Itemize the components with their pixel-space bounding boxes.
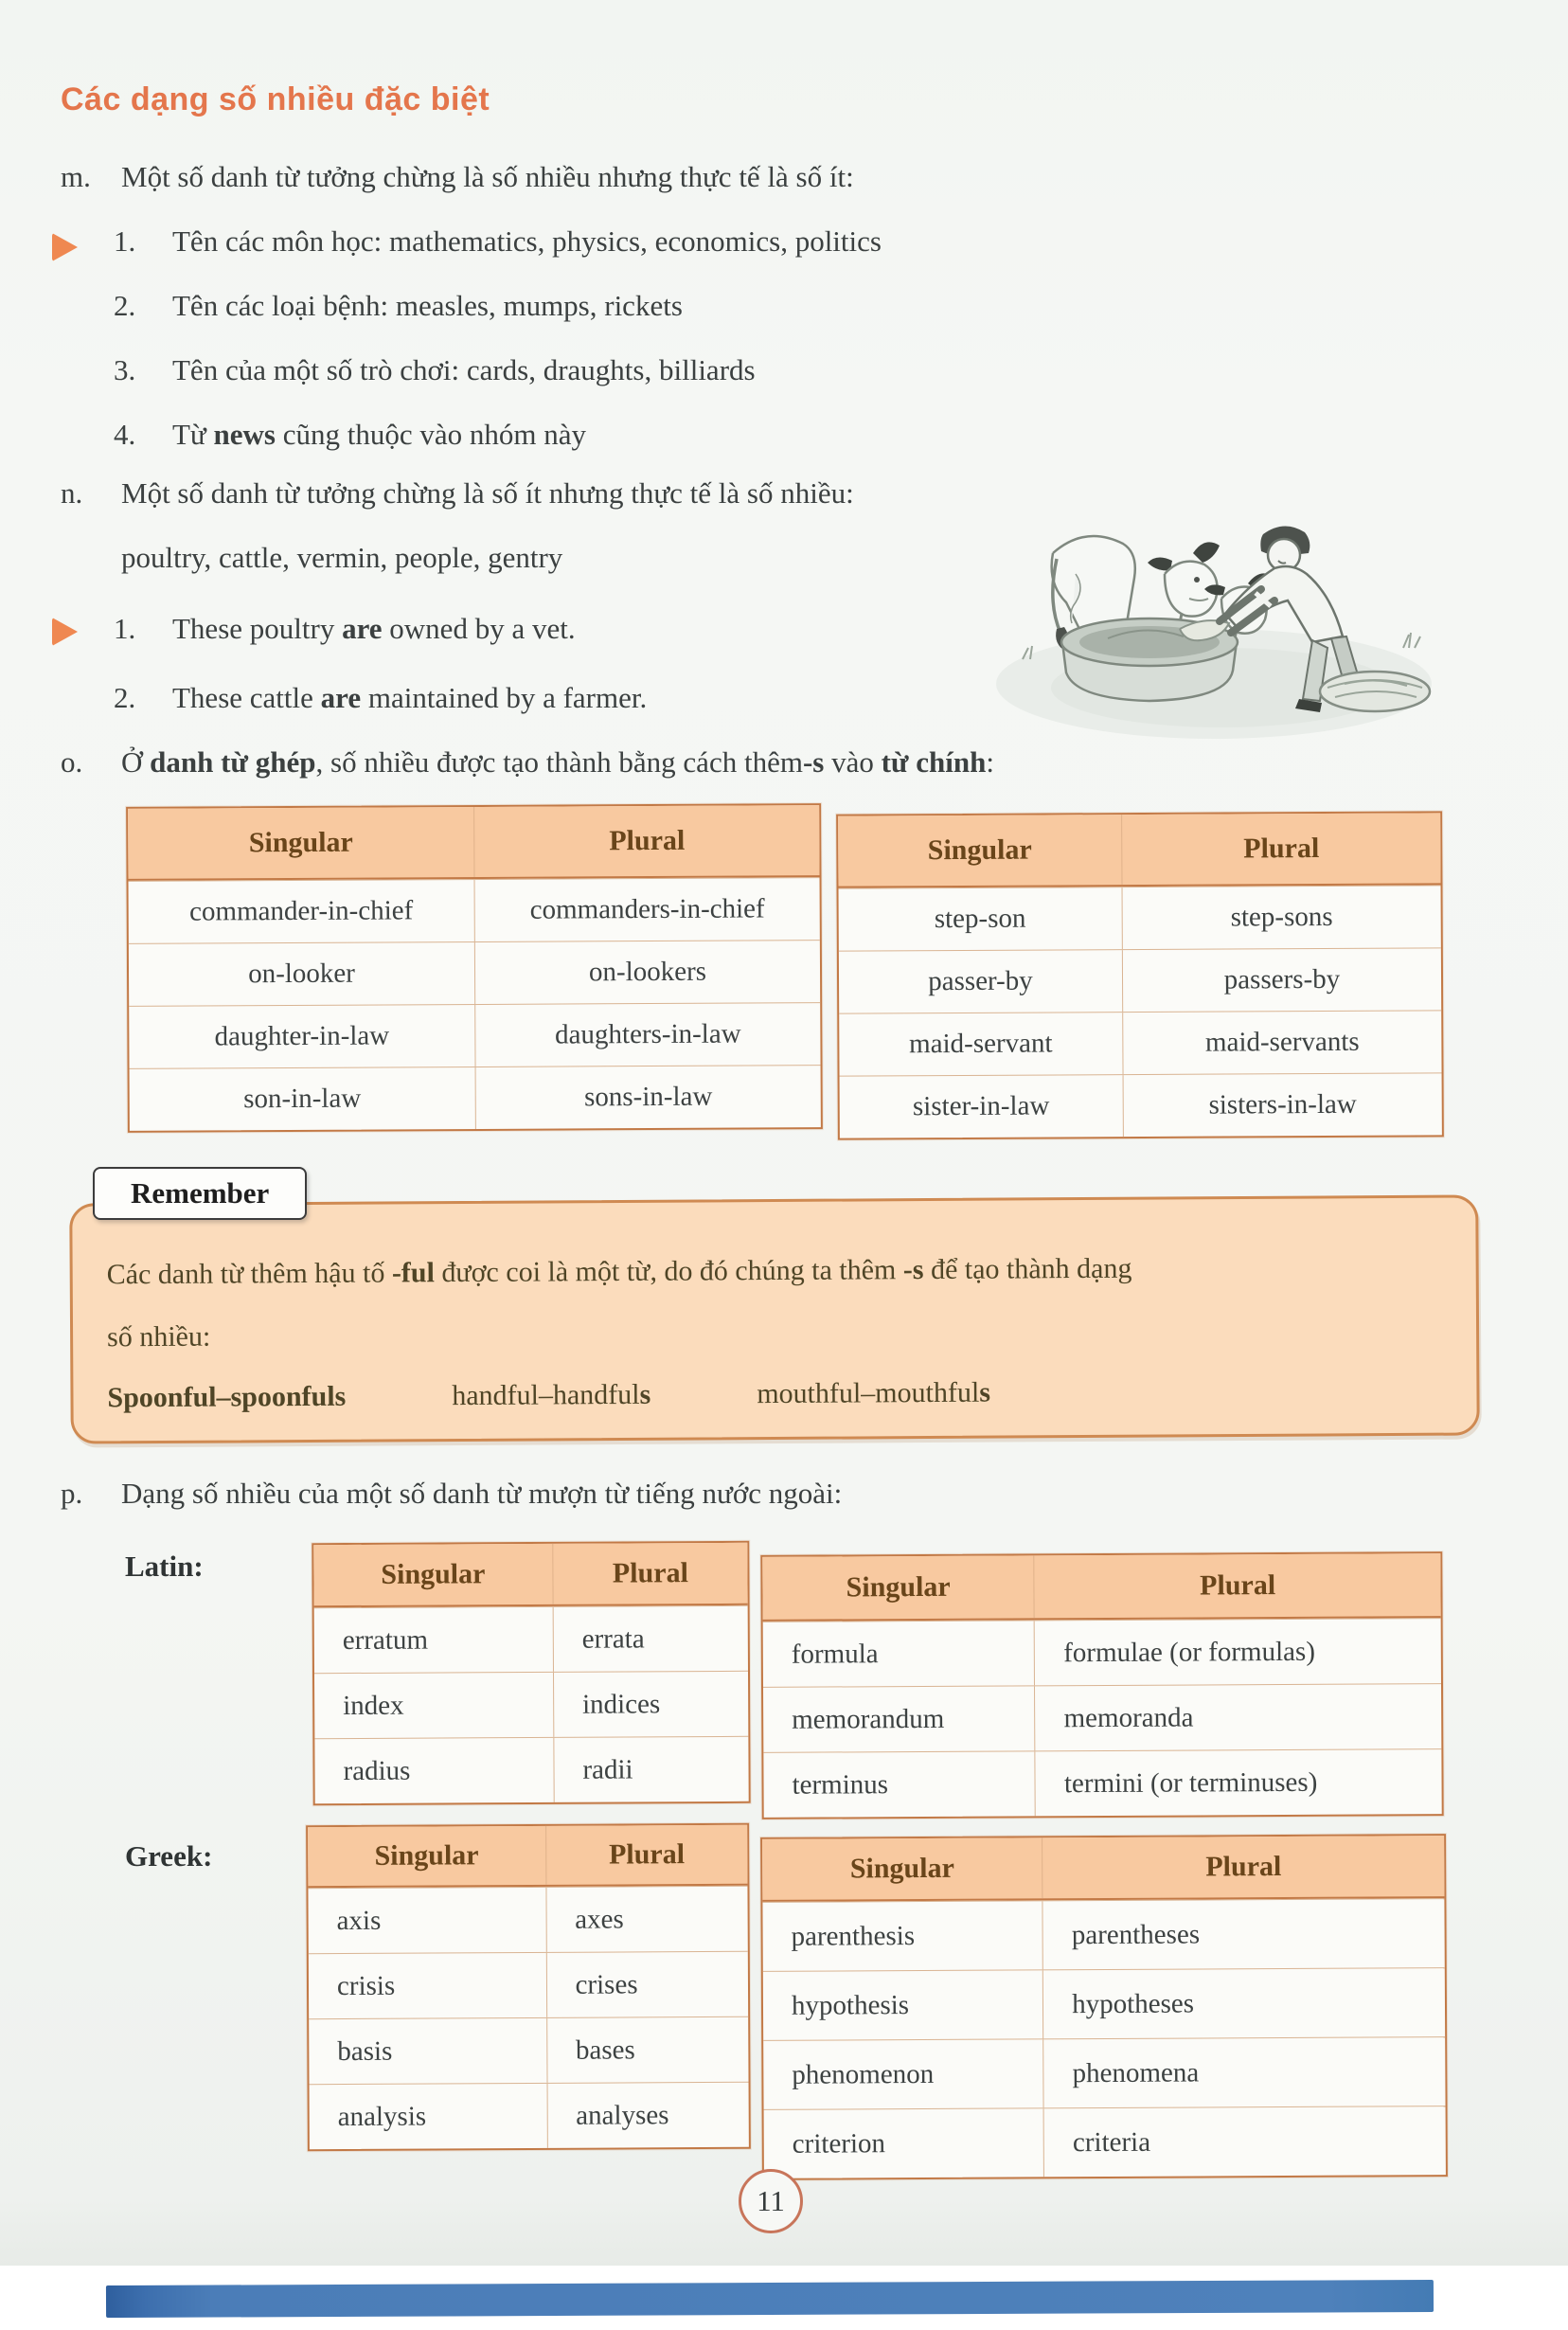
table-cell: criterion — [792, 2127, 886, 2160]
section-p-heading: p. Dạng số nhiều của một số danh từ mượn từ tiếng nước ngoài: — [61, 1476, 1462, 1513]
table-row — [130, 1065, 821, 1131]
table-cell: formula — [791, 1638, 879, 1670]
table-cell: commander-in-chief — [189, 895, 414, 927]
column-header: Singular — [846, 1570, 951, 1604]
list-item: 1. Tên các môn học: mathematics, physics, economics, politics — [114, 224, 882, 258]
column-header: Plural — [1034, 1553, 1441, 1618]
remember-box — [69, 1194, 1480, 1443]
table-cell: termini (or terminuses) — [1035, 1749, 1442, 1816]
table-row — [763, 1618, 1441, 1687]
list-item: 4. Từ news cũng thuộc vào nhóm này — [114, 418, 586, 451]
column-header: Singular — [927, 833, 1032, 867]
table-cell: phenomena — [1042, 2037, 1445, 2107]
table-cell: memoranda — [1034, 1684, 1441, 1750]
column-header: Plural — [1121, 813, 1440, 885]
table-cell: sisters-in-law — [1122, 1073, 1441, 1137]
section-o-label: o. — [61, 745, 83, 779]
section-n-heading: n. Một số danh từ tưởng chừng là số ít nhưng thực tế là số nhiều: — [61, 475, 1007, 512]
latin-table-right — [760, 1551, 1443, 1819]
column-header: Singular — [381, 1558, 486, 1590]
table-cell: on-looker — [248, 958, 355, 990]
list-item: 2. Tên các loại bệnh: measles, mumps, rickets — [114, 289, 683, 322]
page-title: Các dạng số nhiều đặc biệt — [61, 81, 490, 117]
table-row — [308, 1886, 747, 1953]
table-row — [129, 940, 820, 1006]
section-m-label: m. — [61, 160, 91, 193]
table-row — [314, 1605, 748, 1673]
triangle-bullet-icon — [52, 618, 78, 646]
table-cell: step-son — [934, 903, 1026, 935]
table-cell: commanders-in-chief — [474, 878, 820, 941]
table-row — [314, 1736, 748, 1803]
compound-noun-table-right — [836, 811, 1444, 1139]
greek-label: Greek: — [125, 1839, 213, 1873]
table-row — [310, 2082, 749, 2149]
table-row — [763, 2036, 1445, 2109]
section-p-label: p. — [61, 1477, 83, 1510]
table-cell: phenomenon — [792, 2058, 935, 2090]
triangle-bullet-icon — [52, 233, 78, 261]
table-cell: bases — [546, 2017, 749, 2083]
table-cell: crisis — [336, 1970, 396, 2001]
table-cell: memorandum — [792, 1703, 945, 1735]
column-header: Singular — [374, 1839, 479, 1872]
table-row — [763, 1967, 1445, 2040]
table-row — [309, 2016, 748, 2084]
table-cell: passers-by — [1122, 948, 1441, 1012]
remember-examples — [107, 1377, 990, 1415]
table-cell: radius — [343, 1755, 411, 1786]
table-row — [763, 1683, 1441, 1752]
table-row — [763, 1748, 1441, 1818]
table-cell: terminus — [792, 1768, 889, 1801]
table-row — [129, 877, 820, 943]
table-cell: on-lookers — [474, 941, 820, 1004]
column-header: Plural — [473, 805, 819, 877]
greek-table-left — [306, 1823, 751, 2151]
table-cell: index — [343, 1690, 404, 1721]
table-row — [129, 1002, 820, 1068]
example-pair: mouthful–mouthfuls — [757, 1376, 991, 1410]
table-row — [762, 1898, 1444, 1971]
table-cell: indices — [553, 1672, 748, 1737]
remember-tab: Remember — [93, 1167, 307, 1220]
column-header: Singular — [248, 826, 353, 859]
table-cell: axis — [336, 1905, 382, 1936]
table-cell: maid-servant — [909, 1028, 1053, 1060]
table-cell: formulae (or formulas) — [1034, 1619, 1441, 1685]
list-item: 3. Tên của một số trò chơi: cards, draughts, billiards — [114, 353, 756, 386]
table-cell: daughters-in-law — [474, 1003, 820, 1066]
table-row — [839, 885, 1441, 950]
table-cell: radii — [553, 1737, 748, 1802]
latin-table-left — [312, 1541, 750, 1805]
table-cell: hypotheses — [1042, 1968, 1445, 2038]
column-header: Singular — [849, 1852, 954, 1885]
table-cell: step-sons — [1121, 886, 1440, 949]
column-header: Plural — [545, 1825, 748, 1885]
table-cell: sister-in-law — [912, 1090, 1050, 1122]
table-cell: maid-servants — [1122, 1011, 1441, 1074]
table-cell: passer-by — [928, 965, 1033, 997]
latin-label: Latin: — [125, 1550, 204, 1583]
table-cell: parenthesis — [791, 1920, 916, 1952]
farmer-cattle-illustration — [994, 462, 1449, 746]
list-item: 2. These cattle are maintained by a farmer. — [114, 681, 648, 714]
section-n-heading-line2: poultry, cattle, vermin, people, gentry — [121, 541, 563, 574]
table-row — [314, 1671, 748, 1738]
table-cell: axes — [545, 1887, 748, 1952]
example-pair: handful–handfuls — [452, 1378, 651, 1412]
table-cell: erratum — [342, 1624, 429, 1656]
table-row — [764, 2106, 1446, 2178]
remember-text-line: Các danh từ thêm hậu tố -ful được coi là một từ, do đó chúng ta thêm -s để tạo thành dạng — [106, 1252, 1132, 1291]
table-cell: analyses — [546, 2083, 749, 2148]
section-m-heading: m. Một số danh từ tưởng chừng là số nhiều nhưng thực tế là số ít: — [61, 159, 1462, 196]
page-number-badge — [739, 2169, 803, 2233]
book-edge-bar — [106, 2280, 1434, 2318]
table-cell: hypothesis — [791, 1989, 910, 2021]
table-row — [839, 1010, 1441, 1075]
table-cell: errata — [553, 1606, 748, 1672]
greek-table-right — [760, 1834, 1448, 2180]
table-cell: criteria — [1043, 2106, 1446, 2177]
page-number: 11 — [757, 2184, 785, 2217]
table-cell: daughter-in-law — [214, 1020, 390, 1052]
table-row — [840, 1072, 1442, 1138]
column-header: Plural — [552, 1543, 747, 1604]
remember-text-line: số nhiều: — [107, 1320, 211, 1353]
table-row — [309, 1951, 748, 2018]
table-cell: son-in-law — [243, 1083, 362, 1115]
table-cell: sons-in-law — [475, 1066, 821, 1129]
compound-noun-table-left — [126, 803, 823, 1133]
table-row — [839, 947, 1441, 1013]
example-pair: Spoonful–spoonfuls — [107, 1380, 347, 1414]
section-n-label: n. — [61, 476, 83, 510]
table-cell: basis — [337, 2035, 393, 2067]
column-header: Plural — [1042, 1836, 1444, 1898]
list-item: 1. These poultry are owned by a vet. — [114, 612, 576, 645]
section-o-heading: o. Ở danh từ ghép, số nhiều được tạo thành bằng cách thêm-s vào từ chính: — [61, 744, 1481, 781]
table-cell: analysis — [337, 2101, 427, 2132]
table-cell: crises — [545, 1952, 748, 2017]
table-cell: parentheses — [1042, 1899, 1445, 1969]
